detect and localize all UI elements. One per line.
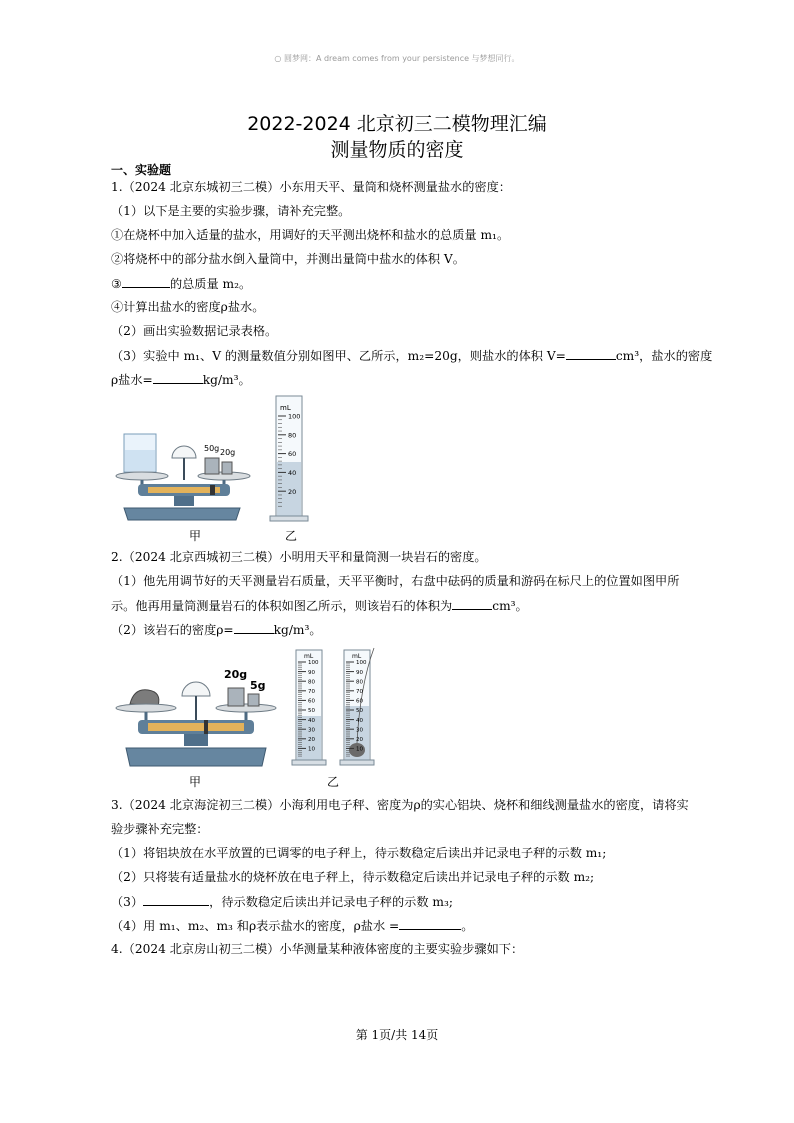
q1-part1: （1）以下是主要的实验步骤，请补充完整。 <box>111 204 351 218</box>
q2-part2 <box>111 622 322 637</box>
q1-part3 <box>111 348 712 363</box>
balance-base <box>124 508 240 520</box>
left-pan <box>116 472 168 480</box>
weight2-label: 5g <box>250 679 266 692</box>
answer-blank[interactable] <box>143 894 209 906</box>
dial-icon <box>172 446 196 458</box>
figure-label-yi: 乙 <box>285 529 298 543</box>
cylinder-unit: mL <box>280 404 291 412</box>
q3-step4 <box>111 918 473 933</box>
q4-stem: 4.（2024 北京房山初三二模）小华测量某种液体密度的主要实验步骤如下： <box>111 942 524 956</box>
q3-step3 <box>111 894 453 909</box>
q1-density-symbol: ρ盐水= <box>111 373 153 387</box>
answer-blank[interactable] <box>452 598 492 610</box>
tick-label-40: 40 <box>308 717 315 724</box>
weight-50g-icon <box>205 458 219 474</box>
cylinder-after-unit: mL <box>352 653 362 660</box>
rider-icon <box>210 485 215 495</box>
document-subtitle: 测量物质的密度 <box>330 139 464 161</box>
q1-step4: ④计算出盐水的密度ρ盐水。 <box>111 300 265 314</box>
balance-figure-1 <box>112 418 252 526</box>
tick-label-60: 60 <box>288 450 297 459</box>
q1-stem: 1.（2024 北京东城初三二模）小东用天平、量筒和烧杯测量盐水的密度： <box>111 180 511 194</box>
tick-label-20: 20 <box>356 737 363 743</box>
rider-icon <box>204 720 208 734</box>
answer-blank[interactable] <box>399 918 461 930</box>
scale-ruler <box>148 723 244 731</box>
q1-step3-prefix: ③ <box>111 277 122 291</box>
balance-base <box>126 748 266 766</box>
tick-label-40: 40 <box>356 717 363 724</box>
weight1-label: 50g <box>204 444 220 453</box>
tick-label-80: 80 <box>356 679 363 686</box>
page-footer: 第 1页/共 14页 <box>355 1028 439 1042</box>
q1-part3-density <box>111 372 251 387</box>
weight1-label: 20g <box>224 668 248 681</box>
cylinder-before-unit: mL <box>304 653 314 660</box>
tick-label-90: 90 <box>356 669 363 676</box>
salt-water <box>125 450 155 471</box>
tick-label-60: 60 <box>308 698 315 705</box>
answer-blank[interactable] <box>122 276 170 288</box>
q1-density-unit: kg/m³。 <box>202 373 251 387</box>
tick-label-30: 30 <box>356 727 363 734</box>
tick-label-50: 50 <box>308 708 315 715</box>
q1-part3-unit: cm³，盐水的密度 <box>615 349 713 363</box>
document-title: 2022-2024 北京初三二模物理汇编 <box>247 113 547 135</box>
q2-part1-unit: cm³。 <box>492 599 528 613</box>
tick-label-100: 100 <box>288 412 301 421</box>
tick-label-100: 100 <box>308 660 319 667</box>
tick-label-80: 80 <box>288 431 297 440</box>
tick-label-10: 10 <box>356 746 363 753</box>
q1-step3-suffix: 的总质量 m₂。 <box>169 277 252 291</box>
q2-part1-line1: （1）他先用调节好的天平测量岩石质量，天平平衡时，右盘中砝码的质量和游码在标尺上的位置如图甲所 <box>111 574 680 588</box>
tick-label-30: 30 <box>308 727 315 734</box>
q1-part3-text: （3）实验中 m₁、V 的测量数值分别如图甲、乙所示，m₂=20g，则盐水的体积 V= <box>111 349 566 363</box>
dial-icon <box>182 682 210 696</box>
q1-step2: ②将烧杯中的部分盐水倒入量筒中，并测出量筒中盐水的体积 V。 <box>111 252 465 266</box>
q3-step4-text: （4）用 m₁、m₂、m₃ 和ρ表示盐水的密度，ρ盐水 = <box>111 919 400 933</box>
section-heading: 一、实验题 <box>111 163 172 177</box>
figure-label-jia: 甲 <box>189 529 202 543</box>
weight-5g-icon <box>248 694 259 706</box>
answer-blank[interactable] <box>234 622 274 634</box>
tick-label-100: 100 <box>356 660 367 667</box>
weight-20g-icon <box>228 688 244 706</box>
tick-label-20: 20 <box>288 487 297 496</box>
q2-part1-text: 示。他再用量筒测量岩石的体积如图乙所示，则该岩石的体积为 <box>111 599 453 613</box>
tick-label-10: 10 <box>308 746 315 753</box>
q2-part1-line2 <box>111 598 528 613</box>
q3-step1: （1）将铝块放在水平放置的已调零的电子秤上，待示数稳定后读出并记录电子秤的示数 m₁; <box>111 846 607 860</box>
tick-label-50: 50 <box>356 708 363 715</box>
tick-label-20: 20 <box>308 737 315 743</box>
tick-label-90: 90 <box>308 669 315 676</box>
q3-stem-line2: 验步骤补充完整： <box>111 822 209 836</box>
q3-step3-suffix: ，待示数稳定后读出并记录电子秤的示数 m₃; <box>209 895 453 909</box>
tick-label-40: 40 <box>288 469 297 477</box>
answer-blank[interactable] <box>566 348 616 360</box>
watermark: ○ 圆梦网：A dream comes from your persistence 与梦想同行。 <box>274 54 520 63</box>
q3-step3-prefix: （3） <box>111 895 144 909</box>
q1-step3 <box>111 276 251 291</box>
cylinder-figure-1 <box>268 392 316 524</box>
figure-label-jia: 甲 <box>189 775 202 789</box>
q2-stem: 2.（2024 北京西城初三二模）小明用天平和量筒测一块岩石的密度。 <box>111 550 487 564</box>
q1-part2: （2）画出实验数据记录表格。 <box>111 324 278 338</box>
left-pan <box>116 704 176 712</box>
q3-step2: （2）只将装有适量盐水的烧杯放在电子秤上，待示数稳定后读出并记录电子秤的示数 m₂; <box>111 870 595 884</box>
weight2-label: 20g <box>220 448 236 457</box>
tick-label-80: 80 <box>308 679 315 686</box>
q3-stem-line1: 3.（2024 北京海淀初三二模）小海利用电子秤、密度为ρ的实心铝块、烧杯和细线测量盐水的密度，请将实 <box>111 798 689 812</box>
q2-part2-unit: kg/m³。 <box>273 623 322 637</box>
figure-label-yi: 乙 <box>327 775 340 789</box>
balance-figure-2 <box>112 664 280 772</box>
tick-label-70: 70 <box>308 689 315 695</box>
cylinder-figure-2 <box>290 646 380 770</box>
right-pan <box>216 704 276 712</box>
weight-20g-icon <box>222 462 232 474</box>
scale-ruler <box>148 487 220 493</box>
q2-part2-text: （2）该岩石的密度ρ= <box>111 623 234 637</box>
answer-blank[interactable] <box>153 372 203 384</box>
tick-label-70: 70 <box>356 689 363 695</box>
q1-step1: ①在烧杯中加入适量的盐水，用调好的天平测出烧杯和盐水的总质量 m₁。 <box>111 228 510 242</box>
q3-step4-suffix: 。 <box>461 919 474 933</box>
tick-label-60: 60 <box>356 698 363 705</box>
